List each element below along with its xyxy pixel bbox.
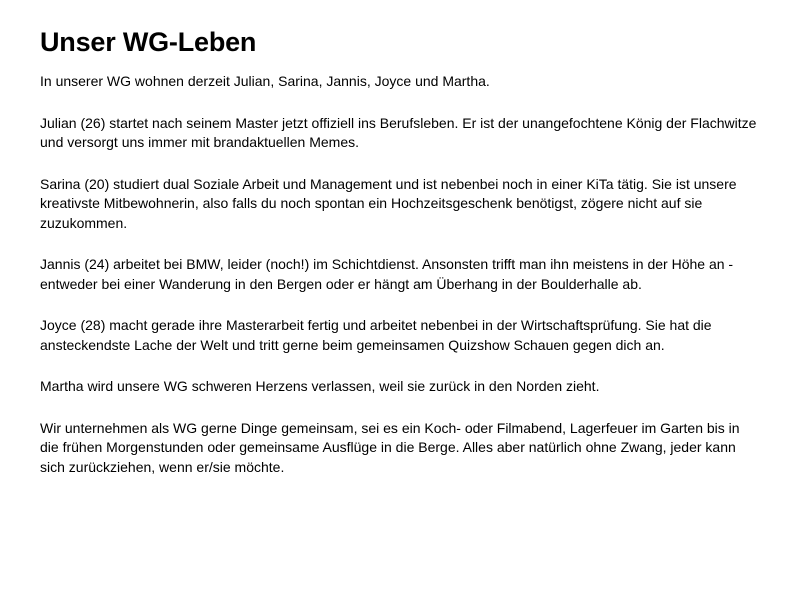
paragraph-activities: Wir unternehmen als WG gerne Dinge gemeinsam, sei es ein Koch- oder Filmabend, Lagerfeuer im Garten bis in die frühen Morgenstunden oder gemeinsame Ausflüge in die Berge. Alles aber natürlich ohne Zwang, jeder kann sich zurückziehen, wenn er/sie möchte.	[40, 419, 740, 475]
paragraph-intro: In unserer WG wohnen derzeit Julian, Sarina, Jannis, Joyce und Martha.	[40, 73, 490, 89]
paragraph-martha: Martha wird unsere WG schweren Herzens verlassen, weil sie zurück in den Norden zieht.	[40, 378, 600, 394]
paragraph-julian: Julian (26) startet nach seinem Master jetzt offiziell ins Berufsleben. Er ist der unangefochtene König der Flachwitze und versorgt uns immer mit brandaktuellen Memes.	[40, 114, 757, 150]
page-title: Unser WG-Leben	[40, 27, 257, 57]
body-text	[40, 72, 760, 477]
paragraph-joyce: Joyce (28) macht gerade ihre Masterarbeit fertig und arbeitet nebenbei in der Wirtschaftsprüfung. Sie hat die ansteckendste Lache der Welt und tritt gerne beim gemeinsamen Quizshow Schauen gegen dich an.	[40, 317, 712, 353]
paragraph-jannis: Jannis (24) arbeitet bei BMW, leider (noch!) im Schichtdienst. Ansonsten trifft man ihn meistens in der Höhe an - entweder bei einer Wanderung in den Bergen oder er hängt am Überhang in der Boulderhalle ab.	[40, 256, 734, 292]
paragraph-sarina: Sarina (20) studiert dual Soziale Arbeit und Management und ist nebenbei noch in einer KiTa tätig. Sie ist unsere kreativste Mitbewohnerin, also falls du noch spontan ein Hochzeitsgeschenk benötigst, zögere nicht auf sie zuzukommen.	[40, 175, 737, 231]
